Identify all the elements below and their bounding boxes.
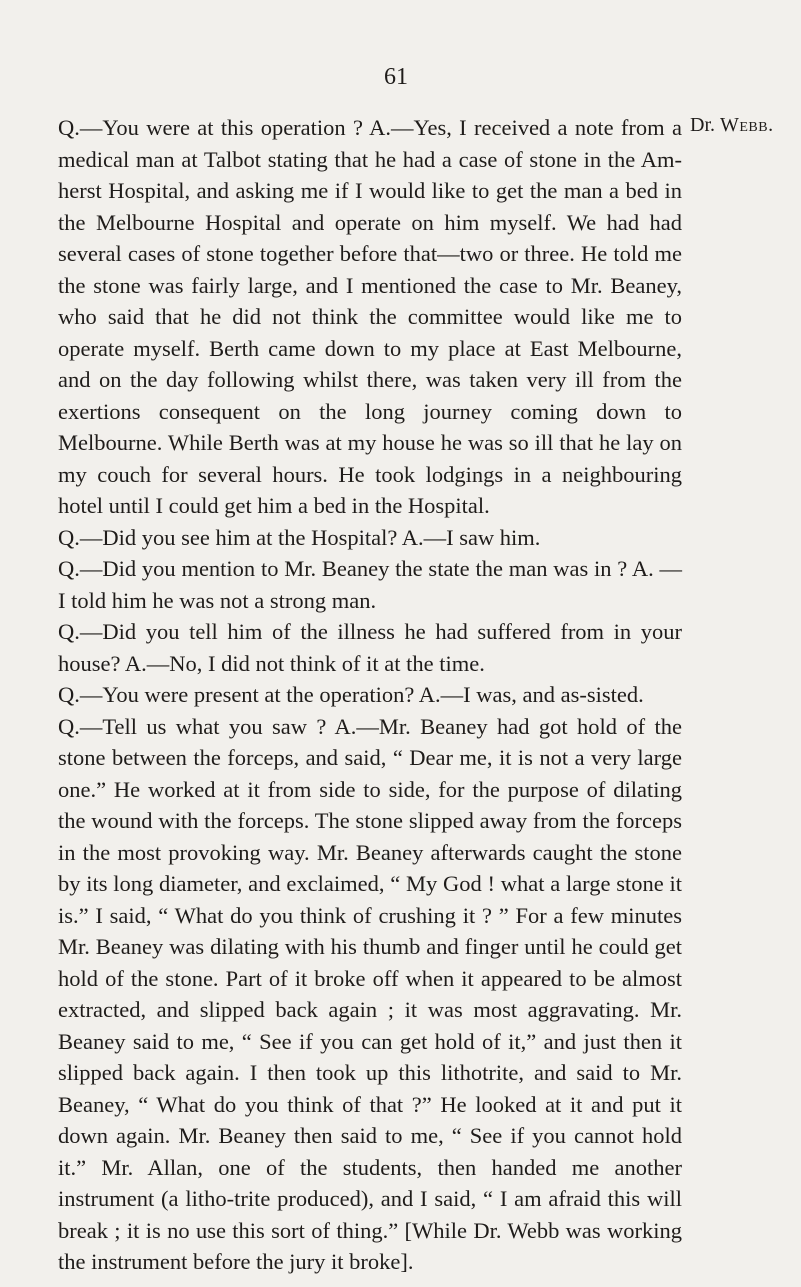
paragraph: Q.—Did you tell him of the illness he had suffered from in your house? A.—No, I did not think of it at the time. bbox=[58, 619, 682, 676]
paragraph: Q.—Did you mention to Mr. Beaney the state the man was in ? A. —I told him he was not a strong man. bbox=[58, 556, 682, 613]
page-number: 61 bbox=[384, 64, 408, 90]
paragraph: Q.—You were present at the operation? A.—I was, and as-sisted. bbox=[58, 682, 644, 707]
margin-note-name: Webb. bbox=[720, 114, 774, 136]
margin-note bbox=[690, 114, 774, 137]
body-text bbox=[58, 112, 682, 1278]
paragraph: Q.—Tell us what you saw ? A.—Mr. Beaney had got hold of the stone between the forceps, and said, “ Dear me, it is not a very large one.” He worked at it from side to side, for the purpose of dilating the wound with the forceps. The stone slipped away from the forceps in the most provoking way. Mr. Beaney afterwards caught the stone by its long diameter, and exclaimed, “ My God ! what a large stone it is.” I said, “ What do you think of crushing it ? ” For a few minutes Mr. Beaney was dilating with his thumb and finger until he could get hold of the stone. Part of it broke off when it appeared to be almost extracted, and slipped back again ; it was most aggravating. Mr. Beaney said to me, “ See if you can get hold of it,” and just then it slipped back again. I then took up this lithotrite, and said to Mr. Beaney, “ What do you think of that ?” He looked at it and put it down again. Mr. Beaney then said to me, “ See if you cannot hold it.” Mr. Allan, one of the students, then handed me another instrument (a litho-trite produced), and I said, “ I am afraid this will break ; it is no use this sort of thing.” [While Dr. Webb was working the instrument before the jury it broke]. bbox=[58, 713, 682, 1274]
paragraph: Q.—Did you see him at the Hospital? A.—I saw him. bbox=[58, 524, 541, 550]
paragraph: Q.—You were at this operation ? A.—Yes, I received a note from a medical man at Talbot stating that he had a case of stone in the Am-herst Hospital, and asking me if I would like to get the man a bed in the Melbourne Hospital and operate on him myself. We had had several cases of stone together before that—two or three. He told me the stone was fairly large, and I mentioned the case to Mr. Beaney, who said that he did not think the committee would like me to operate myself. Berth came down to my place at East Melbourne, and on the day following whilst there, was taken very ill from the exertions consequent on the long journey coming down to Melbourne. While Berth was at my house he was so ill that he lay on my couch for several hours. He took lodgings in a neighbouring hotel until I could get him a bed in the Hospital. bbox=[58, 115, 682, 518]
margin-note-title: Dr. bbox=[690, 114, 715, 136]
